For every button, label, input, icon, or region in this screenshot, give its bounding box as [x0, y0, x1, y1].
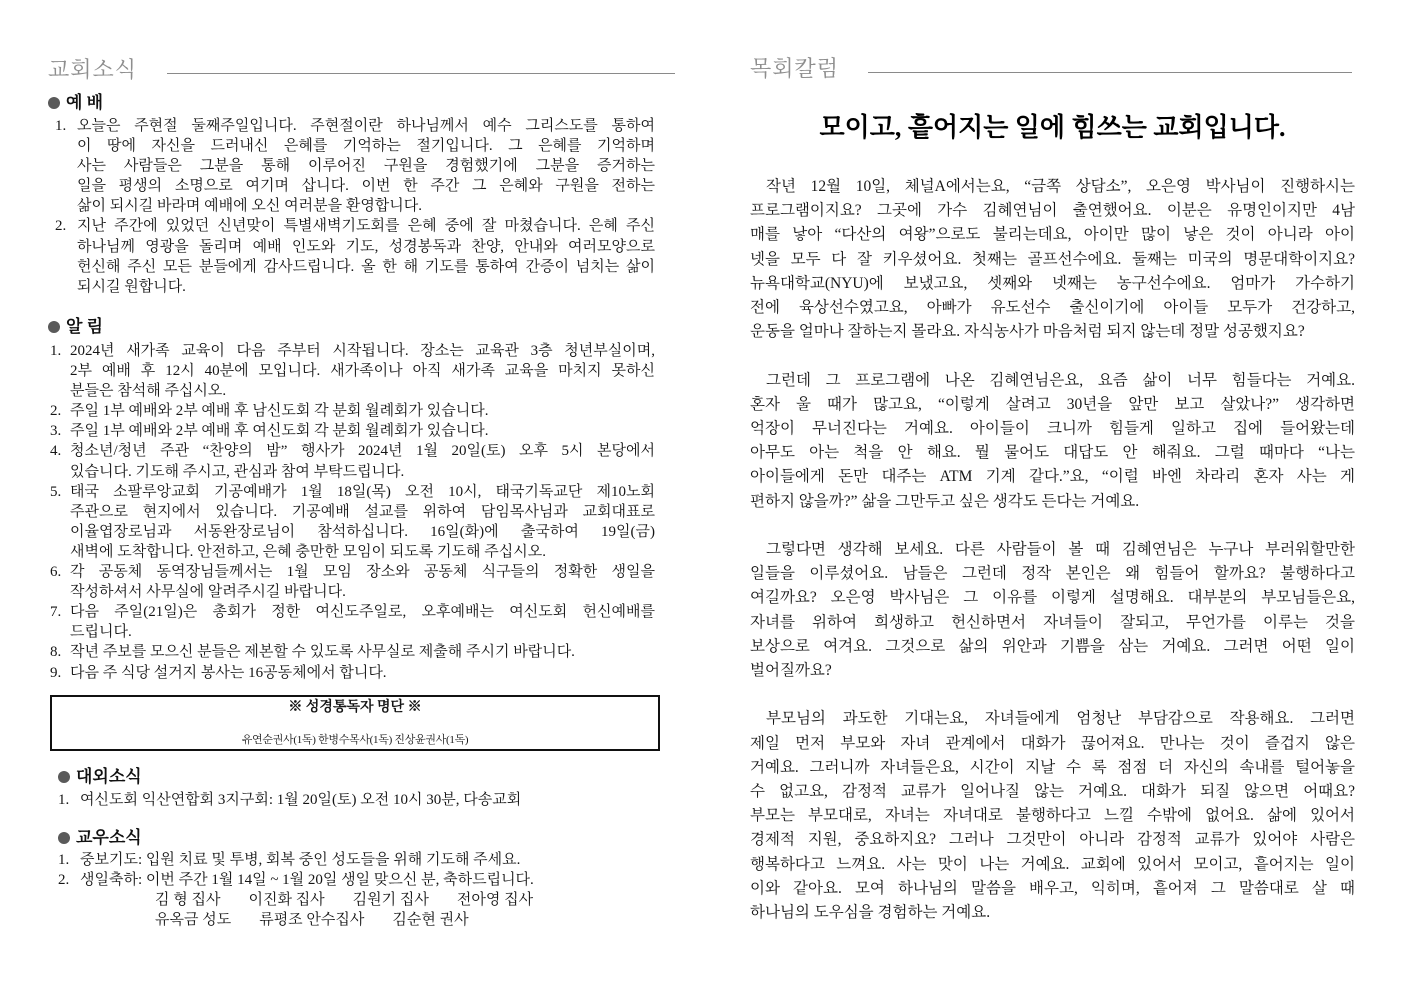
text-line: 행복하다고 느껴요. 사는 맛이 나는 거예요. 교회에 있어서 모이고, 흩어지는 일이	[750, 855, 1355, 873]
external-news-list	[58, 790, 655, 810]
item-text	[70, 421, 655, 441]
text-line: 일들을 이루셨어요. 남들은 그런데 정작 본인은 왜 힘들어 할까요? 불행하다고	[750, 565, 1355, 583]
item-text	[70, 562, 655, 602]
list-item	[50, 401, 655, 421]
item-text	[70, 663, 655, 683]
text-line: 있습니다. 기도해 주시고, 관심과 참여 부탁드립니다.	[70, 463, 405, 480]
section-heading-external-news	[58, 766, 142, 788]
item-number: 1.	[58, 792, 70, 808]
worship-list	[55, 116, 655, 297]
list-item	[50, 441, 655, 481]
item-number: 8.	[50, 644, 62, 661]
text-line: 하나님께 영광을 돌리며 예배 인도와 기도, 성경봉독과 찬양, 안내와 여러모양으로	[77, 238, 655, 255]
section-heading-notices	[48, 316, 103, 338]
text-line: 이와 같아요. 모여 하나님의 말씀을 배우고, 익히며, 흩어져 그 말씀대로 살 때	[750, 879, 1355, 897]
text-line: 이 땅에 자신을 드러내신 은혜를 기억하는 절기입니다. 그 은혜를 기억하며	[77, 138, 655, 155]
list-item	[58, 870, 655, 930]
text-line: 아이들에게 돈만 대주는 ATM 기계 같다.”요, “이럴 바엔 차라리 혼자 사는 게	[750, 468, 1355, 486]
bullet-icon	[48, 321, 60, 333]
item-number: 6.	[50, 564, 62, 581]
item-text	[80, 790, 655, 810]
text-line: 전에 육상선수였고요, 아빠가 유도선수 출신이기에 아이들 모두가 건강하고,	[750, 299, 1355, 317]
text-line: 매를 낳아 “다산의 여왕”으로도 불리는데요, 아이만 많이 낳은 것이 아니라 아이	[750, 226, 1355, 244]
text-line: 중보기도: 입원 치료 및 투병, 회복 중인 성도들을 위해 기도해 주세요.	[80, 852, 521, 868]
item-number: 9.	[50, 664, 62, 681]
text-line: 작성하셔서 사무실에 알려주시길 바랍니다.	[70, 584, 346, 601]
text-line: 분들은 참석해 주십시오.	[70, 383, 227, 400]
text-line: 부모님의 과도한 기대는요, 자녀들에게 엄청난 부담감으로 작용해요. 그러면	[766, 710, 1355, 728]
text-line: 삶이 되시길 바라며 예배에 오신 여러분을 환영합니다.	[77, 198, 423, 215]
column-paragraph	[750, 175, 1355, 344]
item-text	[70, 482, 655, 562]
bullet-icon	[58, 771, 70, 783]
church-news-header-rule	[167, 73, 675, 74]
text-line: 헌신해 주신 모든 분들에게 감사드립니다. 올 한 해 기도를 통하여 간증이 넘치는 삶이	[77, 258, 655, 275]
birthday-name: 이진화 집사	[248, 892, 325, 909]
bible-reading-title: ※ 성경통독자 명단 ※	[288, 700, 422, 715]
item-number: 5.	[50, 483, 62, 500]
birthday-names-row	[80, 890, 655, 910]
text-line: 작년 주보를 모으신 분들은 제본할 수 있도록 사무실로 제출해 주시기 바랍니다.	[70, 644, 575, 661]
text-line: 억장이 무너진다는 거예요. 아이들이 크니까 힘들게 일하고 집에 들어왔는데	[750, 420, 1355, 438]
list-item	[50, 421, 655, 441]
text-line: 되시길 원합니다.	[77, 278, 186, 295]
paragraph-gap	[750, 683, 1355, 707]
paragraph-gap	[750, 514, 1355, 538]
birthday-name: 김원기 집사	[352, 892, 429, 909]
text-line: 주관으로 현지에서 있습니다. 기공예배 설교를 위하여 담임목사님과 교회대표로	[70, 503, 655, 520]
section-title: 교우소식	[76, 828, 142, 847]
birthday-name: 김순현 권사	[392, 912, 469, 929]
list-item	[55, 216, 655, 296]
text-line: 제일 먼저 부모와 자녀 관계에서 대화가 끊어져요. 만나는 것이 즐겁지 않은	[750, 734, 1355, 752]
text-line: 태국 소팔루앙교회 기공예배가 1월 18일(목) 오전 10시, 태국기독교단 제10노회	[70, 483, 655, 500]
text-line: 보상으로 여겨요. 그것으로 삶의 위안과 기쁨을 삼는 거예요. 그러면 어떤 일이	[750, 637, 1355, 655]
birthday-name: 류평조 안수집사	[259, 912, 365, 929]
text-line: 부모는 부모대로, 자녀는 자녀대로 불행하다고 느낄 수밖에 없어요. 삶에 있어서	[750, 807, 1355, 825]
birthday-name: 유옥금 성도	[155, 912, 232, 929]
birthday-names-row	[80, 910, 655, 930]
item-text	[77, 216, 655, 296]
list-item	[55, 116, 655, 216]
item-number: 1.	[50, 343, 62, 359]
text-line: 그런데 그 프로그램에 나온 김혜연님은요, 요즘 삶이 너무 힘들다는 거예요.	[766, 371, 1355, 389]
item-number: 1.	[55, 118, 67, 134]
bullet-icon	[48, 97, 60, 109]
item-number: 2.	[55, 218, 67, 235]
item-number: 7.	[50, 604, 62, 621]
section-heading-member-news	[58, 827, 142, 849]
item-text	[80, 850, 655, 870]
paragraph-gap	[750, 344, 1355, 368]
text-line: 거예요. 그러니까 자녀들은요, 시간이 지날 수 록 점점 더 자신의 속내를 털어놓을	[750, 758, 1355, 776]
item-number: 4.	[50, 443, 62, 460]
column-paragraph	[750, 707, 1355, 925]
pastor-column-header-rule	[868, 72, 1352, 73]
text-line: 새벽에 도착합니다. 안전하고, 은혜 충만한 모임이 되도록 기도해 주십시오.	[70, 543, 546, 560]
text-line: 일을 평생의 소명으로 여기며 삽니다. 이번 한 주간 그 은혜와 구원을 전하는	[77, 178, 655, 195]
item-text	[77, 116, 655, 216]
item-text	[70, 401, 655, 421]
text-line: 다음 주일(21일)은 총회가 정한 여신도주일로, 오후예배는 여신도회 헌신예배를	[70, 604, 655, 621]
church-news-header: 교회소식	[48, 57, 138, 82]
text-line: 뉴욕대학교(NYU)에 보냈고요, 셋째와 넷째는 농구선수에요. 엄마가 가수하기	[750, 274, 1355, 292]
pastor-column-header: 목회칼럼	[750, 56, 840, 81]
text-line: 혼자 울 때가 많고요, “이렇게 살려고 30년을 앞만 보고 살았나?” 생각하면	[750, 395, 1355, 413]
notices-list	[50, 341, 655, 683]
item-text	[70, 602, 655, 642]
section-heading-worship	[48, 92, 103, 114]
list-item	[50, 341, 655, 401]
text-line: 경제적 지원, 중요하지요? 그러나 그것만이 아니라 감정적 교류가 있어야 사람은	[750, 831, 1355, 849]
column-body	[750, 175, 1355, 925]
bible-reading-box	[50, 695, 660, 751]
list-item	[58, 790, 655, 810]
text-line: 사는 사람들은 그분을 통해 이루어진 구원을 경험했기에 그분을 증거하는	[77, 158, 655, 175]
text-line: 수 없고요, 감정적 교류가 일어나질 않는 거예요. 대화가 되질 않으면 어때요?	[750, 783, 1355, 801]
list-item	[50, 642, 655, 662]
text-line: 각 공동체 동역장님들께서는 1월 모임 장소와 공동체 식구들의 정확한 생일을	[70, 564, 655, 581]
column-title: 모이고, 흩어지는 일에 힘쓰는 교회입니다.	[819, 113, 1286, 142]
item-number: 2.	[50, 403, 62, 420]
text-line: 이율엽장로님과 서동완장로님이 참석하십니다. 16일(화)에 출국하여 19일(금)	[70, 523, 655, 540]
list-item	[50, 562, 655, 602]
bullet-icon	[58, 832, 70, 844]
text-line: 작년 12월 10일, 체널A에서는요, “금쪽 상담소”, 오은영 박사님이 진행하시는	[766, 178, 1355, 195]
text-line: 오늘은 주현절 둘째주일입니다. 주현절이란 하나님께서 예수 그리스도를 통하여	[77, 118, 655, 134]
text-line: 여길까요? 오은영 박사님은 그 이유를 이렇게 설명해요. 대부분의 부모님들은요,	[750, 589, 1355, 607]
text-line: 2부 예배 후 12시 40분에 모입니다. 새가족이나 아직 새가족 교육을 마치지 못하신	[70, 363, 655, 380]
item-number: 3.	[50, 423, 62, 440]
text-line: 하나님의 도우심을 경험하는 거예요.	[750, 904, 991, 922]
text-line: 아무도 아는 척을 안 해요. 뭘 물어도 대답도 안 해줘요. 그럴 때마다 “나는	[750, 444, 1355, 462]
item-text	[70, 642, 655, 662]
list-item	[50, 663, 655, 683]
section-title: 대외소식	[76, 767, 142, 786]
text-line: 주일 1부 예배와 2부 예배 후 여신도회 각 분회 월례회가 있습니다.	[70, 423, 489, 440]
section-title: 예 배	[66, 93, 104, 112]
text-line: 청소년/청년 주관 “찬양의 밤” 행사가 2024년 1월 20일(토) 오후 5시 본당에서	[70, 443, 655, 460]
section-title: 알 림	[66, 317, 104, 336]
bible-reading-names: 유연순권사(1독) 한병수목사(1독) 진상윤권사(1독)	[241, 734, 469, 746]
column-paragraph	[750, 369, 1355, 514]
list-item	[50, 482, 655, 562]
text-line: 여신도회 익산연합회 3지구회: 1월 20일(토) 오전 10시 30분, 다송교회	[80, 792, 522, 808]
text-line: 드립니다.	[70, 624, 132, 641]
text-line: 2024년 새가족 교육이 다음 주부터 시작됩니다. 장소는 교육관 3층 청년부실이며,	[70, 343, 655, 359]
text-line: 프로그램이지요? 그곳에 가수 김혜연님이 출연했어요. 이분은 유명인이지만 4남	[750, 202, 1355, 220]
text-line: 주일 1부 예배와 2부 예배 후 남신도회 각 분회 월례회가 있습니다.	[70, 403, 489, 420]
text-line: 넷을 모두 다 잘 키우셨어요. 첫째는 골프선수에요. 둘째는 미국의 명문대학이지요?	[750, 250, 1355, 268]
text-line: 편하지 않을까?” 삶을 그만두고 싶은 생각도 든다는 거예요.	[750, 492, 1140, 510]
column-paragraph	[750, 538, 1355, 683]
item-text	[70, 341, 655, 401]
list-item	[50, 602, 655, 642]
birthday-name: 김 형 집사	[155, 892, 221, 909]
text-line: 생일축하: 이번 주간 1월 14일 ~ 1월 20일 생일 맞으신 분, 축하드립니다.	[80, 872, 534, 889]
text-line: 다음 주 식당 설거지 봉사는 16공동체에서 합니다.	[70, 664, 387, 681]
text-line: 운동을 얼마나 잘하는지 몰라요. 자식농사가 마음처럼 되지 않는데 정말 성공했지요?	[750, 323, 1305, 341]
item-text	[70, 441, 655, 481]
text-line: 자녀를 위하여 희생하고 헌신하면서 자녀들이 잘되고, 무언가를 이루는 것을	[750, 613, 1355, 631]
item-text	[80, 870, 655, 930]
text-line: 그렇다면 생각해 보세요. 다른 사람들이 볼 때 김혜연님은 누구나 부러워할만한	[766, 541, 1355, 559]
birthday-name: 전아영 집사	[456, 892, 534, 909]
text-line: 벌어질까요?	[750, 662, 832, 680]
item-number: 2.	[58, 872, 70, 889]
text-line: 지난 주간에 있었던 신년맞이 특별새벽기도회를 은혜 중에 잘 마쳤습니다. 은혜 주신	[77, 218, 655, 235]
member-news-list	[58, 850, 655, 930]
item-number: 1.	[58, 852, 70, 868]
list-item	[58, 850, 655, 870]
